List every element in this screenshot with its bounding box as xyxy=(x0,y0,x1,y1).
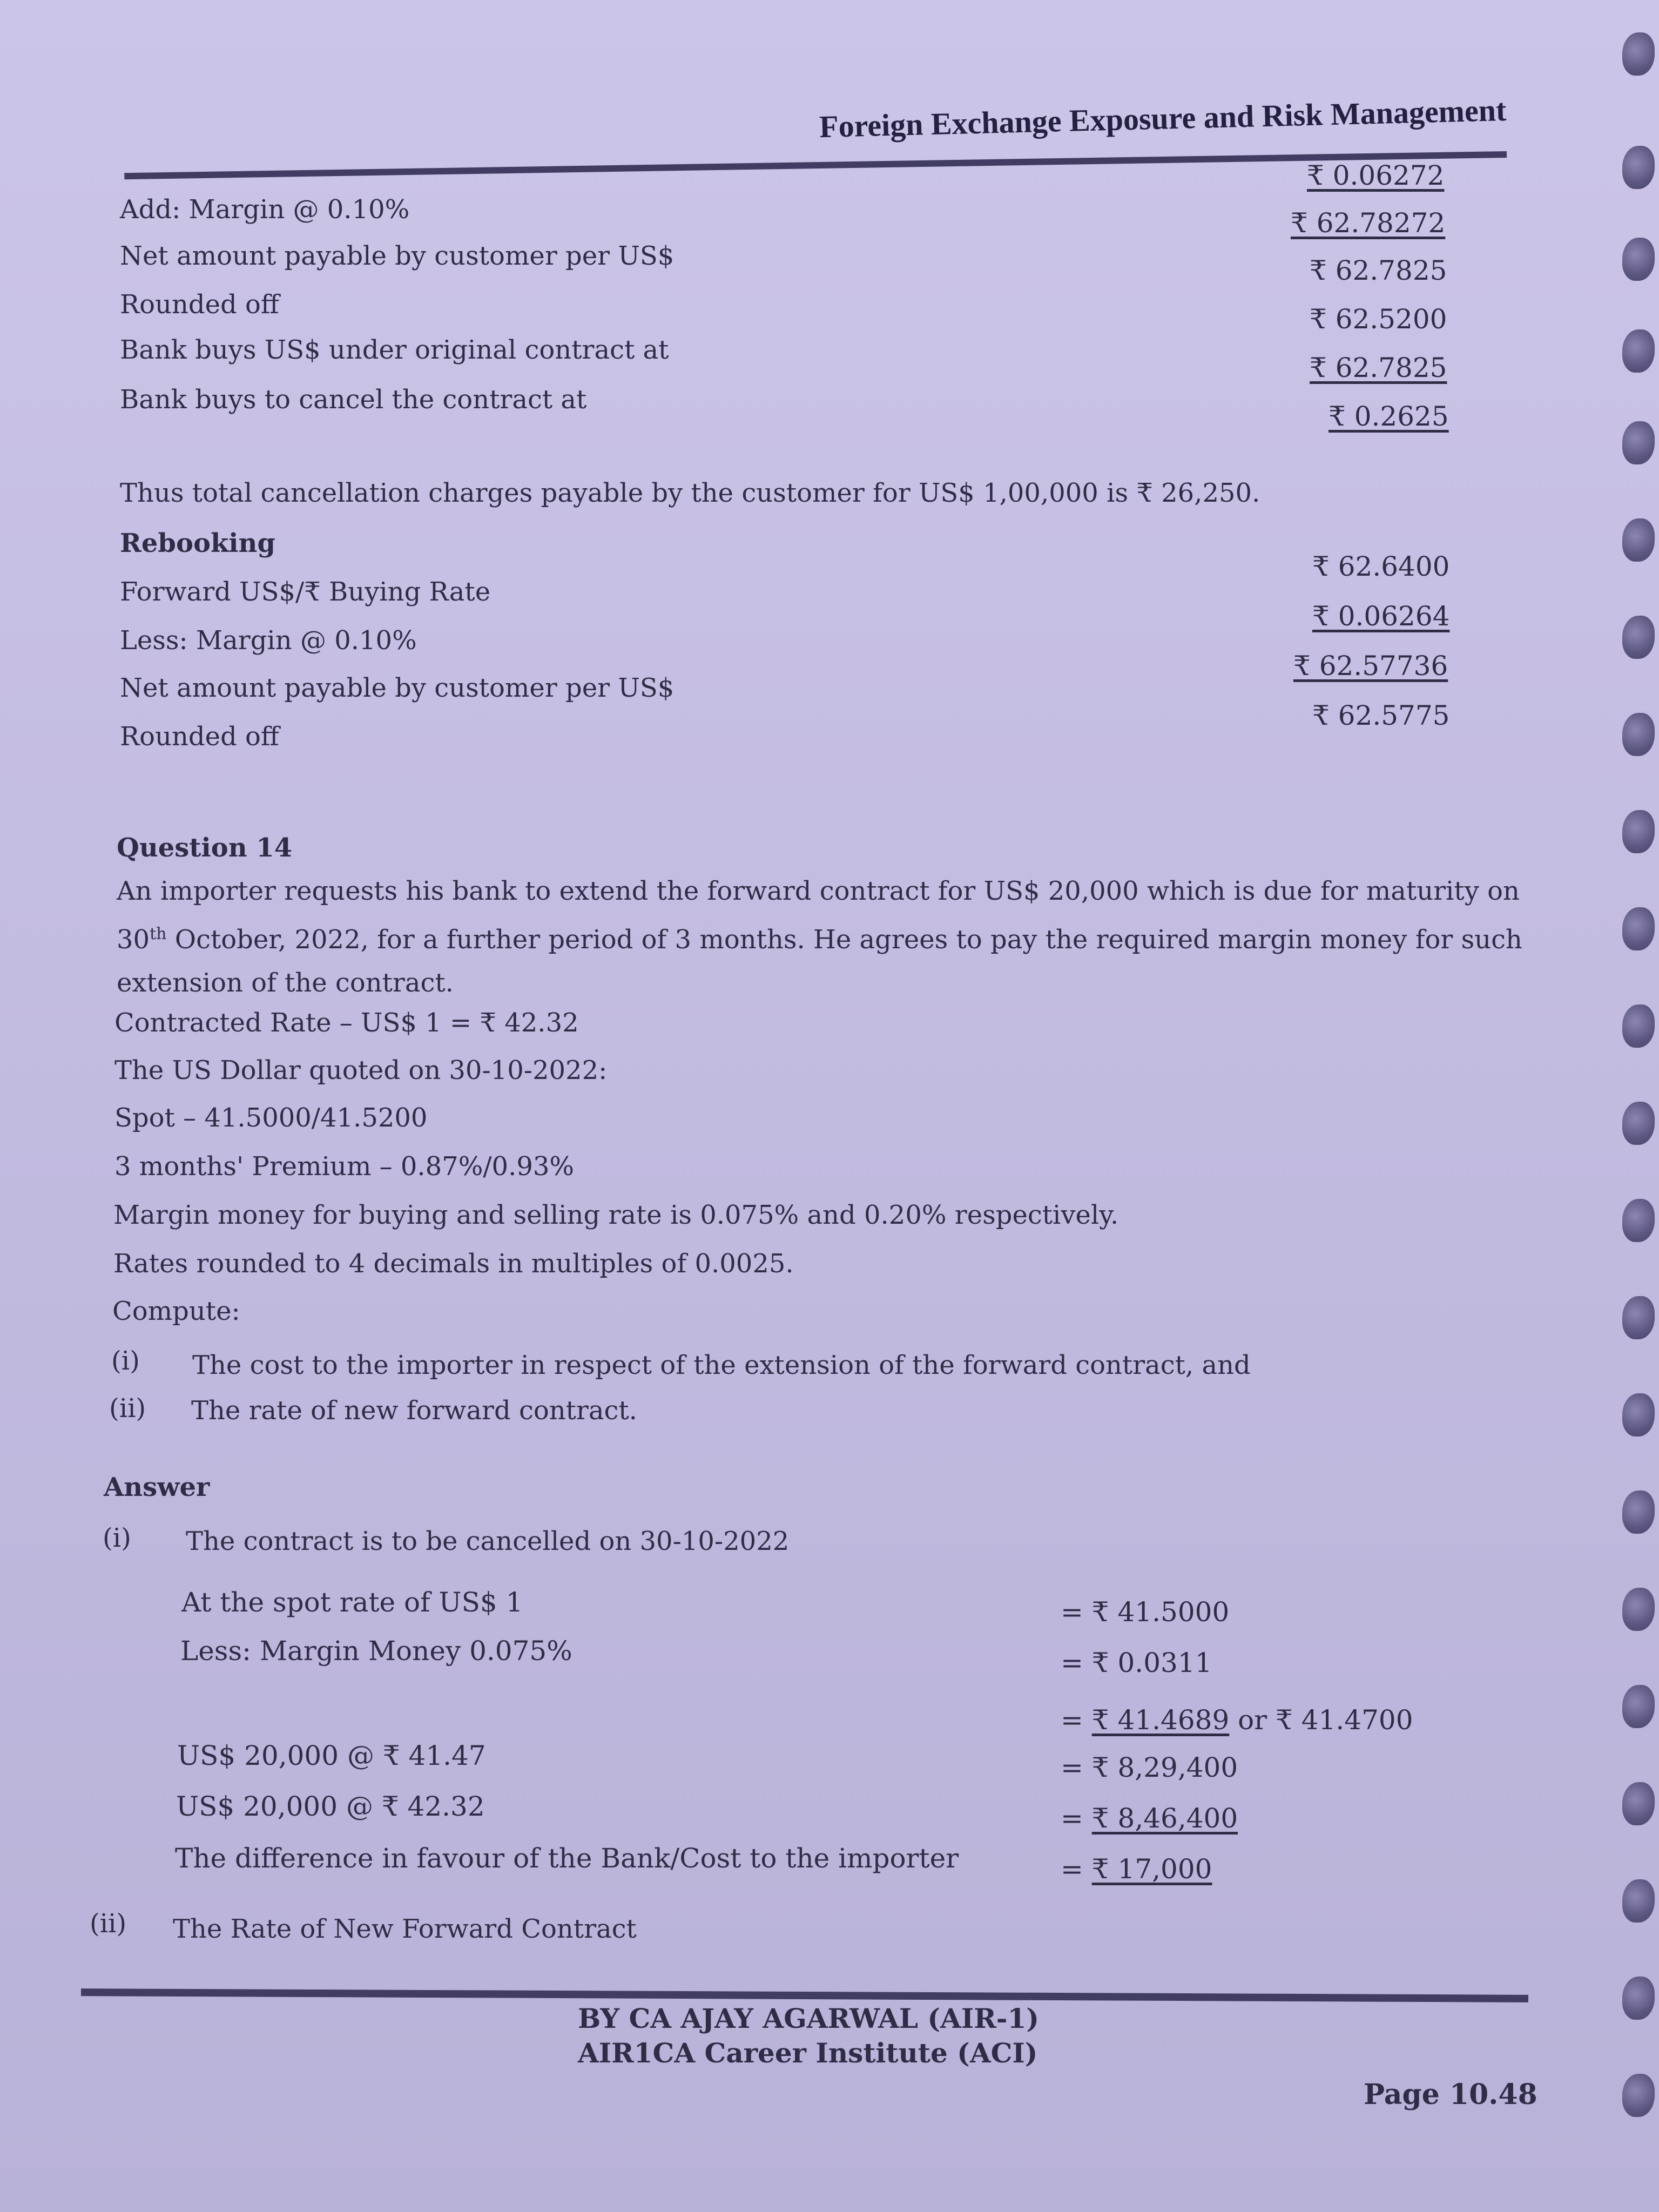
page-number: Page 10.48 xyxy=(1364,2078,1537,2111)
rebooking-row-label: Net amount payable by customer per US$ xyxy=(120,673,675,703)
calc-value-part: ₹ 41.4689 xyxy=(1091,1704,1230,1736)
question-body: An importer requests his bank to extend the forward contract for US$ 20,000 which is due for maturity on 30th October, 2022, for a further period of 3 months. He agrees to pay the required margin money for such extension of the contract. xyxy=(117,876,1522,998)
calc-label: US$ 20,000 @ ₹ 41.47 xyxy=(177,1740,486,1771)
rebooking-row-amount: ₹ 62.5775 xyxy=(1312,700,1450,731)
calc-value: = ₹ 8,29,400 xyxy=(1061,1752,1238,1783)
answer-part-text: The contract is to be cancelled on 30-10-2022 xyxy=(186,1526,790,1556)
question-line: Rates rounded to 4 decimals in multiples of 0.0025. xyxy=(113,1249,794,1279)
header-rule xyxy=(124,151,1507,179)
cancel-row-amount: ₹ 62.7825 xyxy=(1310,255,1447,286)
question-line: Spot – 41.5000/41.5200 xyxy=(114,1103,428,1133)
cancel-row-amount: ₹ 0.2625 xyxy=(1328,401,1449,432)
calc-value-underlined: = ₹ 8,46,400 xyxy=(1061,1803,1238,1834)
question-item-text: The cost to the importer in respect of the extension of the forward contract, and xyxy=(192,1350,1251,1380)
question-item-number: (ii) xyxy=(109,1393,146,1424)
question-line: Contracted Rate – US$ 1 = ₹ 42.32 xyxy=(114,1008,579,1038)
calc-label: Less: Margin Money 0.075% xyxy=(180,1635,572,1667)
calc-label: The difference in favour of the Bank/Cost to the importer xyxy=(175,1843,959,1874)
cancel-row-label: Add: Margin @ 0.10% xyxy=(120,194,410,225)
rebooking-row-amount: ₹ 0.06264 xyxy=(1312,601,1450,632)
cancel-row-label: Bank buys to cancel the contract at xyxy=(120,385,587,415)
answer-heading: Answer xyxy=(104,1472,210,1502)
question-line: 3 months' Premium – 0.87%/0.93% xyxy=(114,1151,575,1182)
cancel-row-amount: ₹ 62.78272 xyxy=(1291,207,1446,239)
answer-part-number: (ii) xyxy=(90,1908,127,1939)
rebooking-row-amount: ₹ 62.6400 xyxy=(1312,551,1450,582)
question-item-number: (i) xyxy=(111,1346,140,1376)
question-line: Margin money for buying and selling rate is 0.075% and 0.20% respectively. xyxy=(113,1200,1119,1230)
rebooking-row-amount: ₹ 62.57736 xyxy=(1293,650,1448,682)
cancel-row-label: Rounded off xyxy=(120,289,279,320)
footer-institute: AIR1CA Career Institute (ACI) xyxy=(578,2037,1038,2069)
question-line: The US Dollar quoted on 30-10-2022: xyxy=(114,1055,608,1085)
calc-value: = ₹ 0.0311 xyxy=(1061,1647,1212,1678)
calc-value-underlined: = ₹ 17,000 xyxy=(1061,1853,1212,1885)
cancel-row-label: Net amount payable by customer per US$ xyxy=(120,241,675,271)
page-header-title: Foreign Exchange Exposure and Risk Management xyxy=(819,92,1507,145)
question-line: Compute: xyxy=(112,1296,240,1326)
footer-rule xyxy=(81,1988,1528,2002)
cancel-row-amount: ₹ 0.06272 xyxy=(1307,160,1445,191)
rebooking-row-label: Forward US$/₹ Buying Rate xyxy=(120,577,491,607)
rebooking-row-label: Rounded off xyxy=(120,721,279,752)
answer-part-text: The Rate of New Forward Contract xyxy=(173,1914,637,1944)
cancel-row-amount: ₹ 62.7825 xyxy=(1310,352,1447,383)
calc-value-rounded: = ₹ 41.4689 or ₹ 41.4700 xyxy=(1061,1704,1413,1736)
calc-label: At the spot rate of US$ 1 xyxy=(181,1587,523,1618)
rebooking-heading: Rebooking xyxy=(120,528,275,558)
question-item-text: The rate of new forward contract. xyxy=(191,1395,637,1426)
answer-part-number: (i) xyxy=(103,1523,131,1553)
question-heading: Question 14 xyxy=(117,833,293,863)
cancel-row-label: Bank buys US$ under original contract at xyxy=(120,335,669,365)
cancellation-summary: Thus total cancellation charges payable by the customer for US$ 1,00,000 is ₹ 26,250. xyxy=(120,478,1260,508)
cancel-row-amount: ₹ 62.5200 xyxy=(1310,304,1447,335)
calc-label: US$ 20,000 @ ₹ 42.32 xyxy=(176,1791,485,1822)
footer-author: BY CA AJAY AGARWAL (AIR-1) xyxy=(578,2002,1039,2034)
calc-value: = ₹ 41.5000 xyxy=(1061,1596,1230,1628)
spiral-binding xyxy=(1610,22,1659,2182)
rebooking-row-label: Less: Margin @ 0.10% xyxy=(120,625,417,656)
